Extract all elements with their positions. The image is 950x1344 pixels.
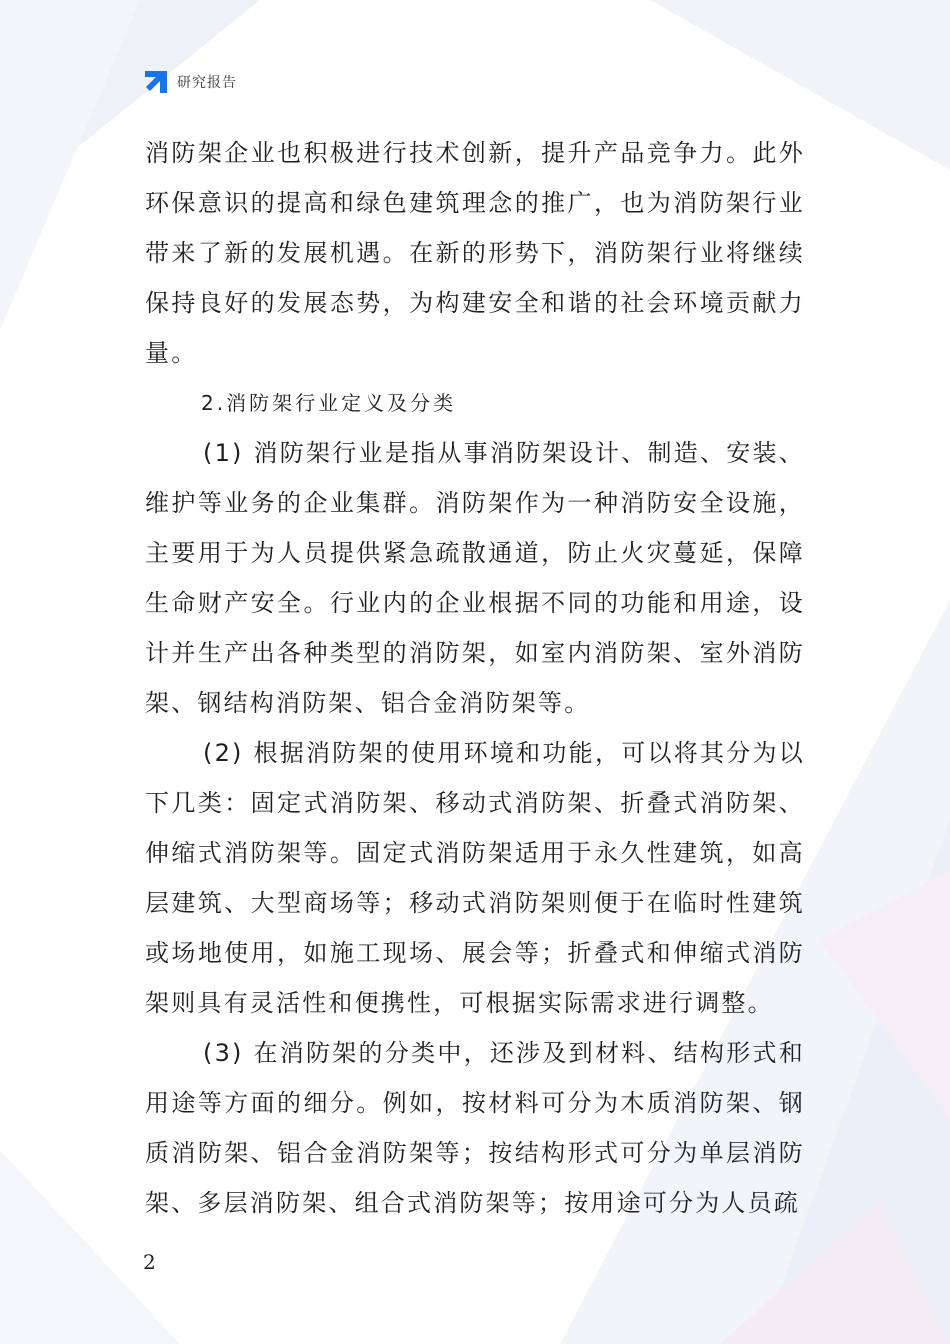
page-number: 2	[143, 1250, 156, 1274]
body-paragraph: 消防架企业也积极进行技术创新，提升产品竞争力。此外环保意识的提高和绿色建筑理念的推广，也为消防架行业带来了新的发展机遇。在新的形势下，消防架行业将继续保持良好的发展态势，为构建安全和谐的社会环境贡献力量。	[145, 139, 805, 367]
document-body	[145, 128, 805, 1228]
report-header	[143, 68, 237, 96]
body-paragraph: (3) 在消防架的分类中，还涉及到材料、结构形式和用途等方面的细分。例如，按材料可分为木质消防架、钢质消防架、铝合金消防架等；按结构形式可分为单层消防架、多层消防架、组合式消防架等；按用途可分为人员疏	[145, 1039, 805, 1217]
section-heading: 2.消防架行业定义及分类	[201, 391, 457, 415]
report-type-label: 研究报告	[177, 75, 237, 91]
body-paragraph: (1) 消防架行业是指从事消防架设计、制造、安装、维护等业务的企业集群。消防架作为一种消防安全设施，主要用于为人员提供紧急疏散通道，防止火灾蔓延，保障生命财产安全。行业内的企业根据不同的功能和用途，设计并生产出各种类型的消防架，如室内消防架、室外消防架、钢结构消防架、铝合金消防架等。	[145, 439, 805, 717]
diagonal-arrow-logo-icon	[143, 69, 169, 95]
body-paragraph: (2) 根据消防架的使用环境和功能，可以将其分为以下几类：固定式消防架、移动式消防架、折叠式消防架、伸缩式消防架等。固定式消防架适用于永久性建筑，如高层建筑、大型商场等；移动式消防架则便于在临时性建筑或场地使用，如施工现场、展会等；折叠式和伸缩式消防架则具有灵活性和便携性，可根据实际需求进行调整。	[145, 739, 805, 1017]
